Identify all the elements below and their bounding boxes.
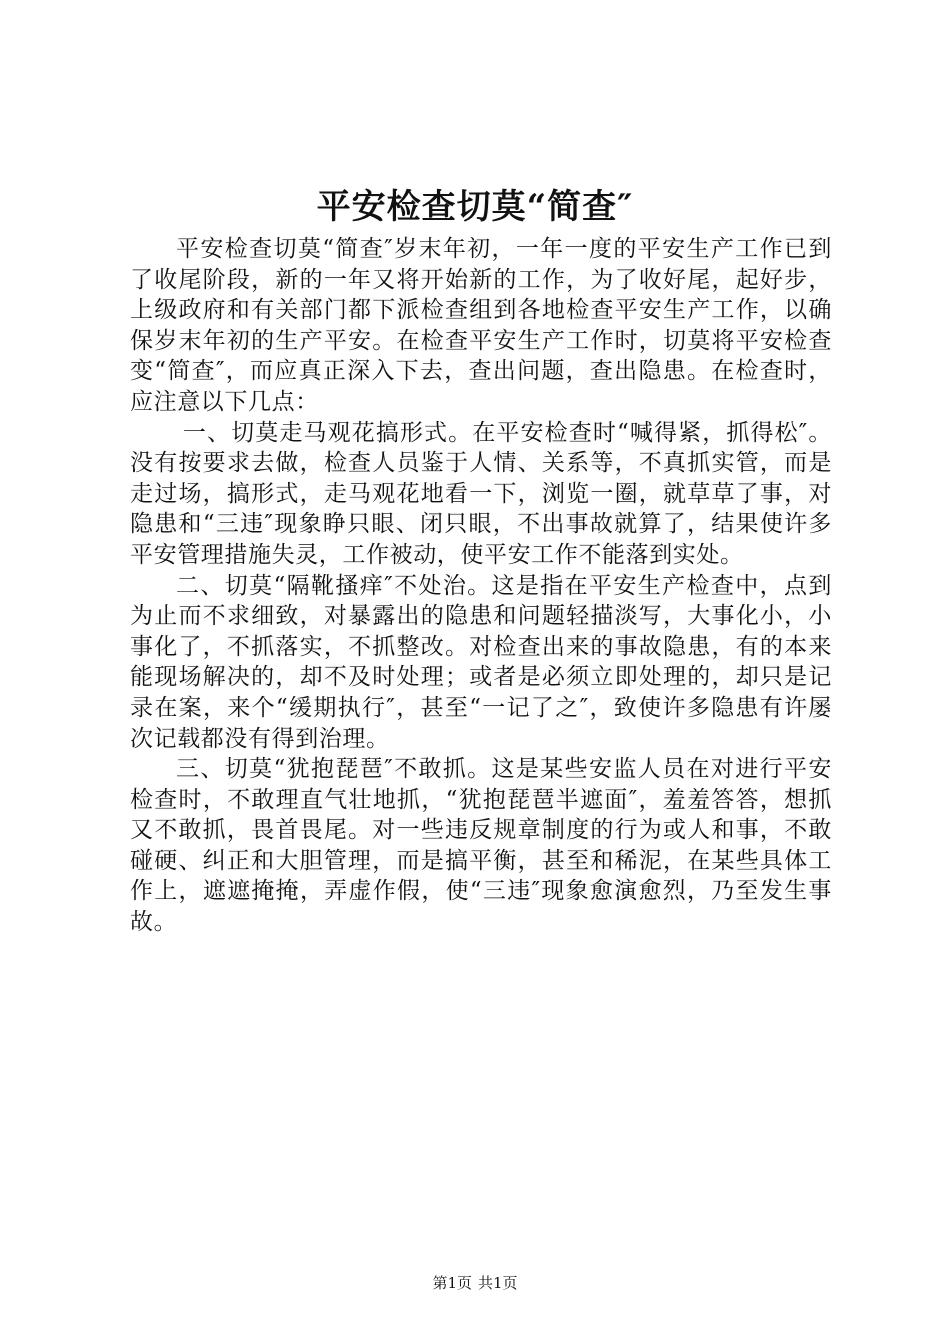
paragraph-intro: 平安检查切莫“简查″岁末年初，一年一度的平安生产工作已到了收尾阶段，新的一年又将开始新的工作，为了收好尾，起好步，上级政府和有关部门都下派检查组到各地检查平安生产工作，以确保岁末年初的生产平安。在检查平安生产工作时，切莫将平安检查变“简查″，而应真正深入下去，查出问题，查出隐患。在检查时，应注意以下几点： [130,236,832,415]
paragraph-point-3: 三、切莫“犹抱琵琶″不敢抓。这是某些安监人员在对进行平安检查时，不敢理直气壮地抓，“犹抱琵琶半遮面″，羞羞答答，想抓又不敢抓，畏首畏尾。对一些违反规章制度的行为或人和事，不敢碰硬、纠正和大胆管理，而是搞平衡，甚至和稀泥，在某些具体工作上，遮遮掩掩，弄虚作假，使“三违″现象愈演愈烈，乃至发生事故。 [130,756,832,936]
document-body [130,234,832,938]
paragraph-point-1: 一、切莫走马观花搞形式。在平安检查时“喊得紧，抓得松″。没有按要求去做，检查人员鉴于人情、关系等，不真抓实管，而是走过场，搞形式，走马观花地看一下，浏览一圈，就草草了事，对隐患和“三违″现象睁只眼、闭只眼，不出事故就算了，结果使许多平安管理措施失灵，工作被动，使平安工作不能落到实处。 [130,419,832,568]
page-footer [0,1273,950,1293]
document-title: 平安检查切莫“简查″ [316,187,634,227]
page-total: 共1页 [478,1274,518,1292]
paragraph-point-2: 二、切莫“隔靴搔痒″不处治。这是指在平安生产检查中，点到为止而不求细致，对暴露出的隐患和问题轻描淡写，大事化小，小事化了，不抓落实，不抓整改。对检查出来的事故隐患，有的本来能现场解决的，却不及时处理；或者是必须立即处理的，却只是记录在案，来个“缓期执行″，甚至“一记了之″，致使许多隐患有许屡次记载都没有得到治理。 [130,572,832,752]
page-number: 第1页 [432,1274,472,1292]
